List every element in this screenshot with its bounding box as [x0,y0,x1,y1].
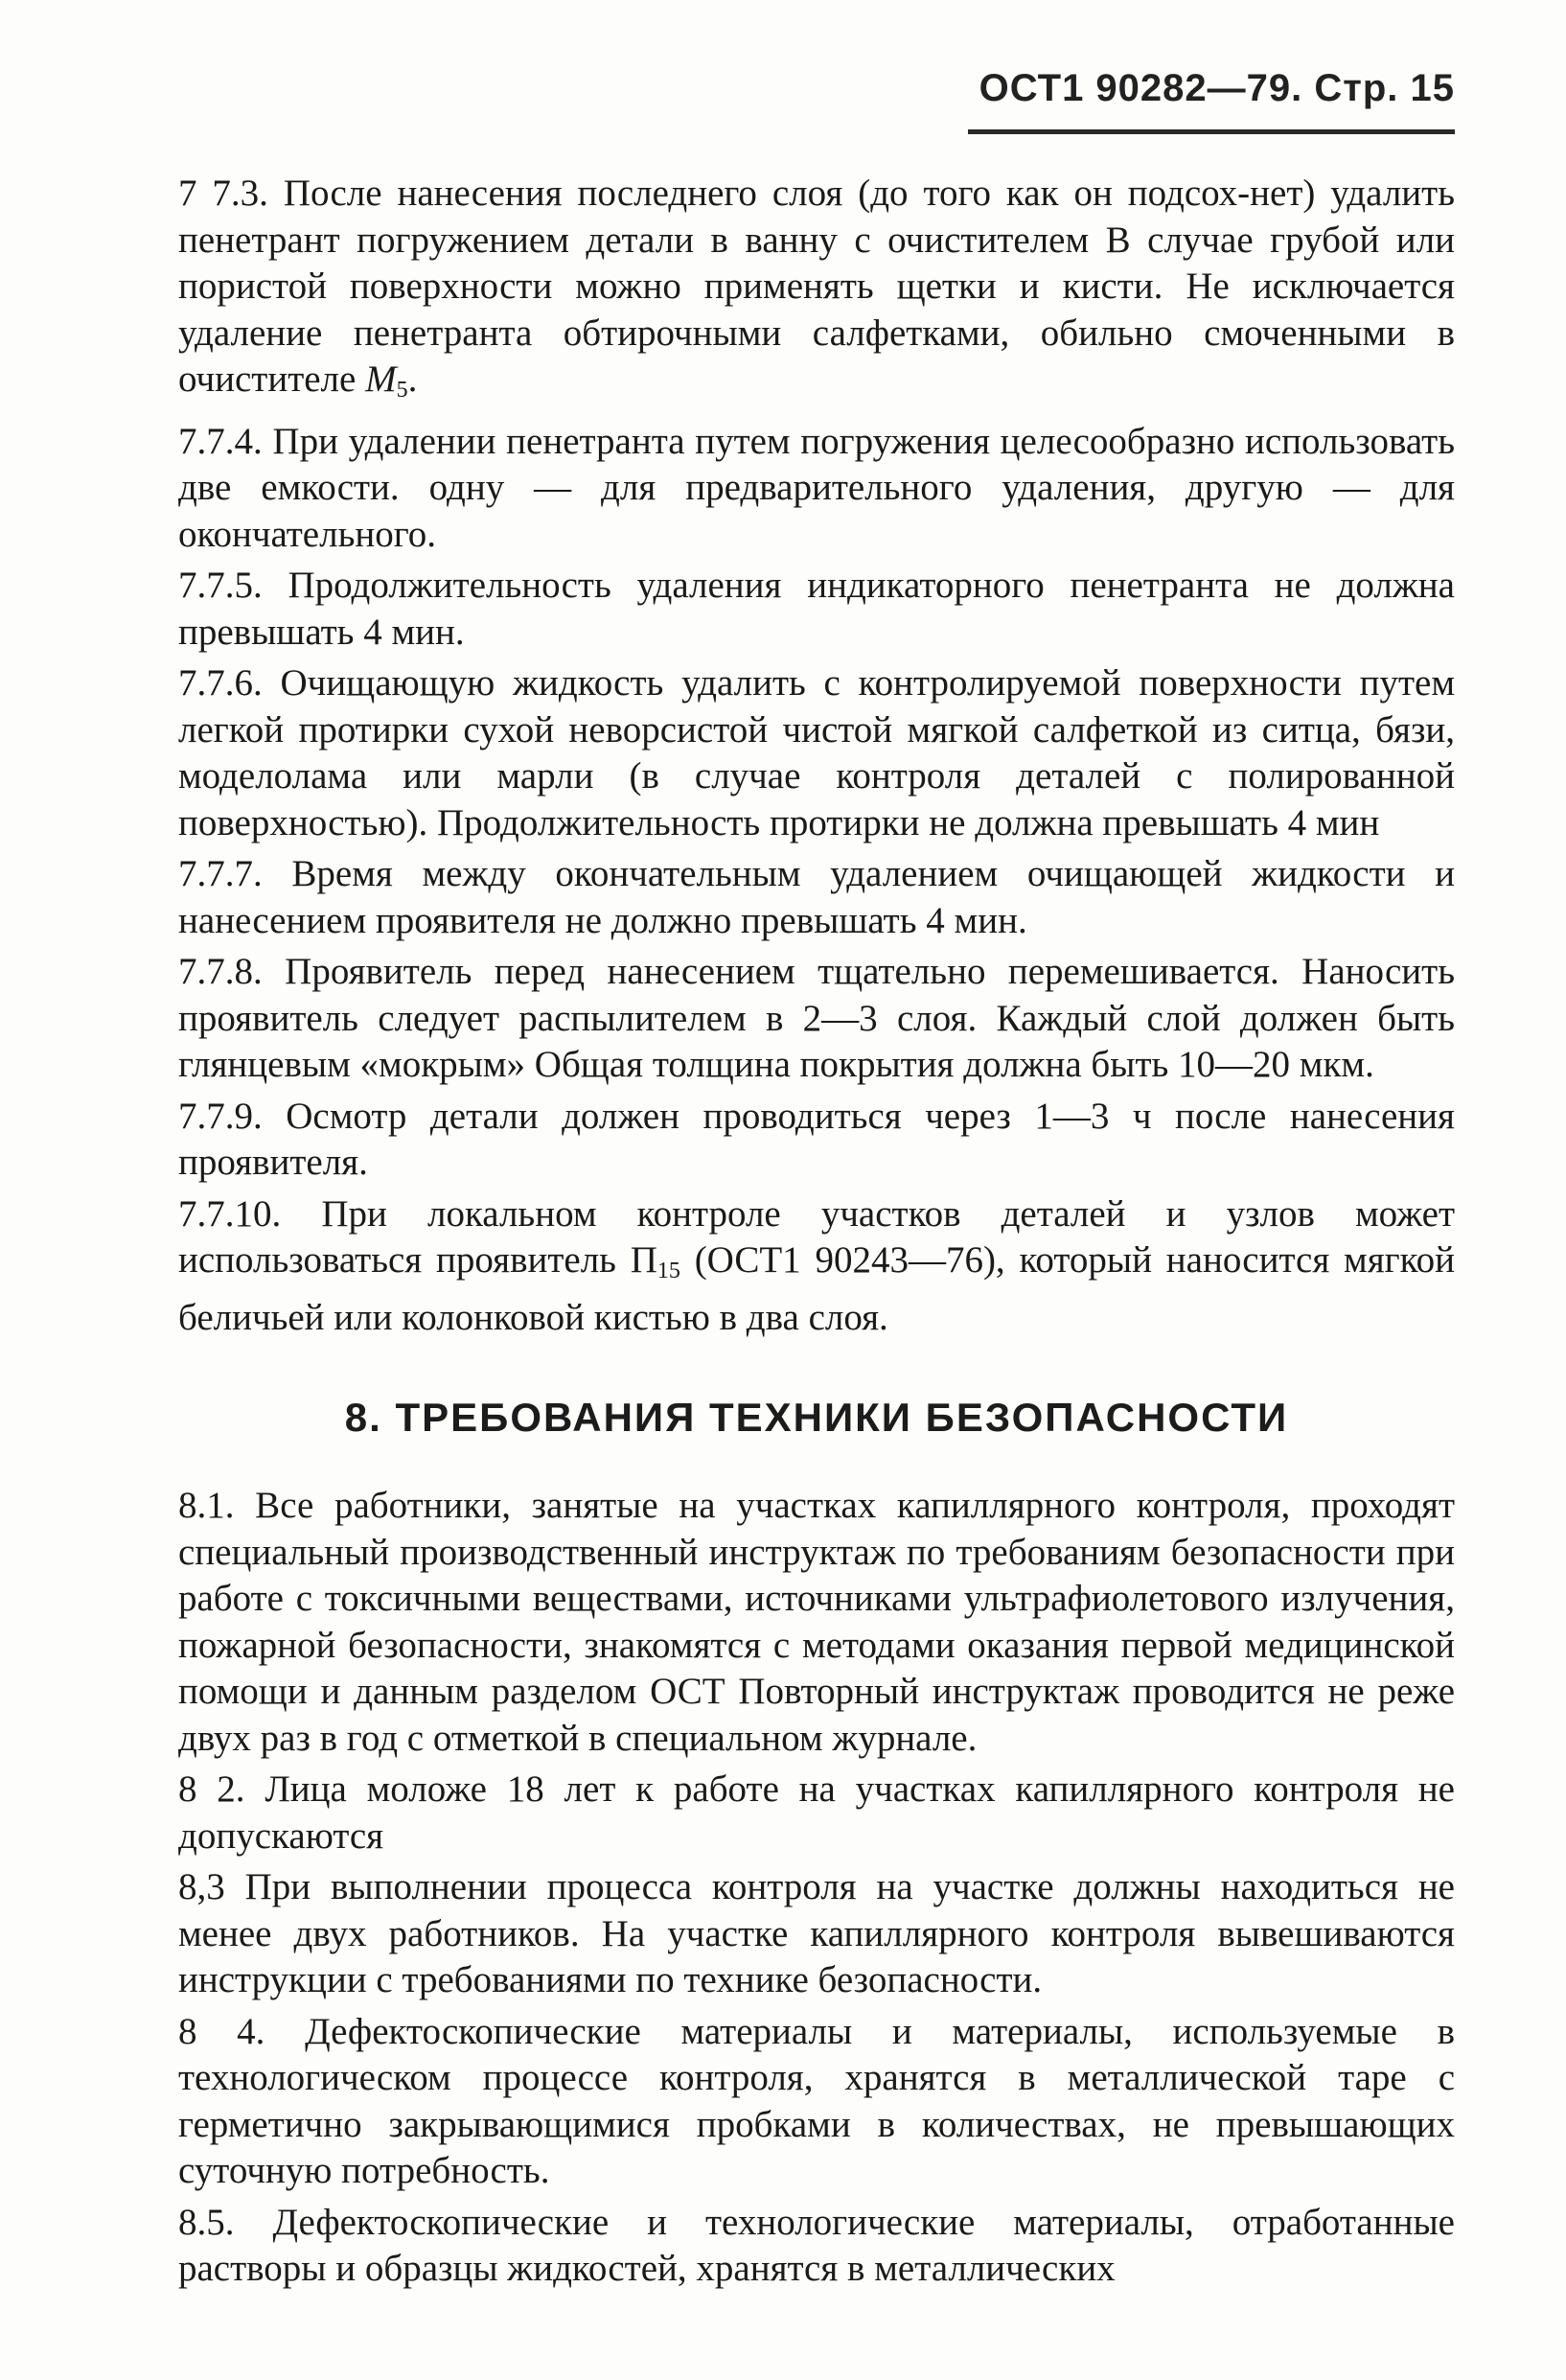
subscript-base: М [365,358,397,400]
page-header: ОСТ1 90282—79. Стр. 15 [979,67,1455,109]
paragraph-8-4: 8 4. Дефектоскопические материалы и материалы, используемые в технологическом процессе контроля, хранятся в металлической таре с герметично закрывающимися пробками в количествах, не превышающих суточную потребность. [178,2010,1455,2191]
paragraph-7-7-6: 7.7.6. Очищающую жидкость удалить с контролируемой поверхности путем легкой протирки сухой неворсистой чистой мягкой салфеткой из ситца, бязи, моделолама или марли (в случае контроля деталей с полированной поверхностью). Продолжительность протирки не должна превышать 4 мин [178,662,1455,843]
paragraph-7-7-3 [178,171,1455,414]
subscript-index: 15 [656,1259,680,1283]
paragraph-7-7-5: 7.7.5. Продолжительность удаления индикаторного пенетранта не должна превышать 4 мин. [178,565,1455,653]
paragraph-7-7-9: 7.7.9. Осмотр детали должен проводиться через 1—3 ч после нанесения проявителя. [178,1095,1455,1183]
paragraph-text: 7 7.3. После нанесения последнего слоя (до того как он подсох-нет) удалить пенетрант погружением детали в ванну с очистителем В случае грубой или пористой поверхности можно применять щетки и кисти. Не исключается удаление пенетранта обтирочными салфетками, обильно смоченными в очистителе [178,173,1455,400]
paragraph-7-7-7: 7.7.7. Время между окончательным удалением очищающей жидкости и нанесением проявителя не должно превышать 4 мин. [178,853,1455,941]
header-rule [968,129,1455,134]
paragraph-8-2: 8 2. Лица моложе 18 лет к работе на участках капиллярного контроля не допускаются [178,1768,1455,1857]
subscript-index: 5 [396,378,408,403]
paragraph-7-7-4: 7.7.4. При удалении пенетранта путем погружения целесообразно использовать две емкости. одну — для предварительного удаления, другую — для окончательного. [178,420,1455,555]
paragraph-7-7-10 [178,1191,1455,1342]
section-title-8: 8. ТРЕБОВАНИЯ ТЕХНИКИ БЕЗОПАСНОСТИ [344,1395,1289,1440]
paragraph-8-5: 8.5. Дефектоскопические и технологические материалы, отработанные растворы и образцы жидкостей, хранятся в металлических [178,2201,1455,2289]
document-body [178,171,1455,2298]
paragraph-8-3: 8,3 При выполнении процесса контроля на участке должны находиться не менее двух работников. На участке капиллярного контроля вывешиваются инструкции с требованиями по технике безопасности. [178,1866,1455,2000]
paragraph-text-end: . [407,358,418,400]
paragraph-text-end: (ОСТ1 90243—76), который наносится мягкой беличьей или колонковой кистью в два слоя. [178,1239,1455,1338]
paragraph-7-7-8: 7.7.8. Проявитель перед нанесением тщательно перемешивается. Наносить проявитель следует распылителем в 2—3 слоя. Каждый слой должен быть глянцевым «мокрым» Общая толщина покрытия должна быть 10—20 мкм. [178,951,1455,1085]
paragraph-8-1: 8.1. Все работники, занятые на участках капиллярного контроля, проходят специальный производственный инструктаж по требованиям безопасности при работе с токсичными веществами, источниками ультрафиолетового излучения, пожарной безопасности, знакомятся с методами оказания первой медицинской помощи и данным разделом ОСТ Повторный инструктаж проводится не реже двух раз в год с отметкой в специальном журнале. [178,1485,1455,1759]
paragraph-text: 7.7.10. При локальном контроле участков деталей и узлов может использоваться проявитель П [178,1192,1455,1281]
